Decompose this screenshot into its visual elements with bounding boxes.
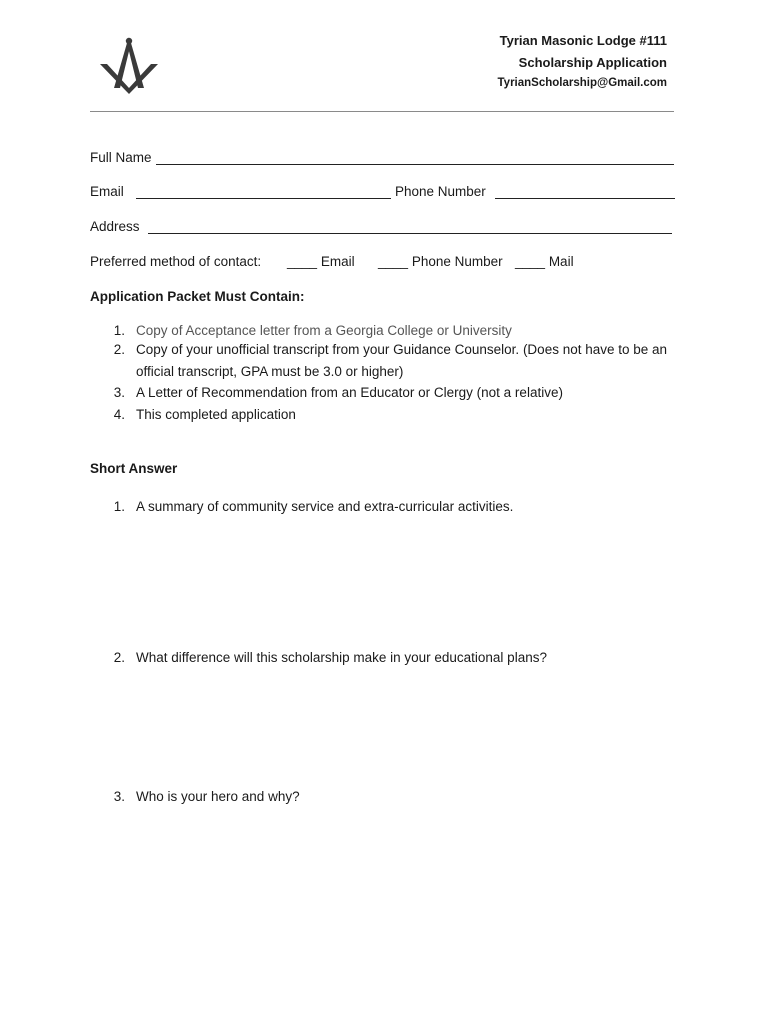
contact-option-blank: ____ <box>378 254 409 269</box>
list-number: 3. <box>113 385 125 400</box>
list-item: A Letter of Recommendation from an Educator or Clergy (not a relative) <box>136 385 563 400</box>
contact-option-email[interactable] <box>287 254 355 269</box>
answer-area-1[interactable] <box>136 520 674 640</box>
contact-option-label: Email <box>320 254 355 269</box>
question-number: 3. <box>113 789 125 804</box>
phone-field[interactable] <box>495 198 675 199</box>
question-text: A summary of community service and extra-curricular activities. <box>136 499 514 514</box>
contact-option-label: Mail <box>548 254 574 269</box>
email-field[interactable] <box>136 198 391 199</box>
full-name-field[interactable] <box>156 164 674 165</box>
question-text: Who is your hero and why? <box>136 789 300 804</box>
contact-option-mail[interactable] <box>515 254 574 269</box>
contact-option-blank: ____ <box>515 254 546 269</box>
list-item: This completed application <box>136 407 296 422</box>
list-item: Copy of your unofficial transcript from your Guidance Counselor. (Does not have to be an <box>136 342 668 357</box>
question-text: What difference will this scholarship make in your educational plans? <box>136 650 547 665</box>
document-title: Scholarship Application <box>518 55 667 70</box>
list-number: 1. <box>113 323 125 338</box>
list-item: Copy of Acceptance letter from a Georgia College or University <box>136 323 512 338</box>
full-name-label: Full Name <box>90 150 152 165</box>
packet-heading: Application Packet Must Contain: <box>90 289 305 304</box>
contact-option-label: Phone Number <box>411 254 503 269</box>
contact-option-blank: ____ <box>287 254 318 269</box>
list-number: 4. <box>113 407 125 422</box>
list-item-continued: official transcript, GPA must be 3.0 or higher) <box>136 364 404 379</box>
contact-method-label: Preferred method of contact: <box>90 254 262 269</box>
square-and-compasses-icon <box>98 36 160 94</box>
question-number: 2. <box>113 650 125 665</box>
address-label: Address <box>90 219 140 234</box>
contact-option-phone[interactable] <box>378 254 503 269</box>
short-answer-heading: Short Answer <box>90 461 178 476</box>
email-label: Email <box>90 184 124 199</box>
answer-area-3[interactable] <box>136 812 674 992</box>
lodge-name: Tyrian Masonic Lodge #111 <box>499 33 667 48</box>
list-number: 2. <box>113 342 125 357</box>
phone-label: Phone Number <box>395 184 486 199</box>
address-field[interactable] <box>148 233 672 234</box>
header-divider <box>90 111 674 112</box>
contact-email: TyrianScholarship@Gmail.com <box>497 77 667 89</box>
answer-area-2[interactable] <box>136 672 674 782</box>
question-number: 1. <box>113 499 125 514</box>
